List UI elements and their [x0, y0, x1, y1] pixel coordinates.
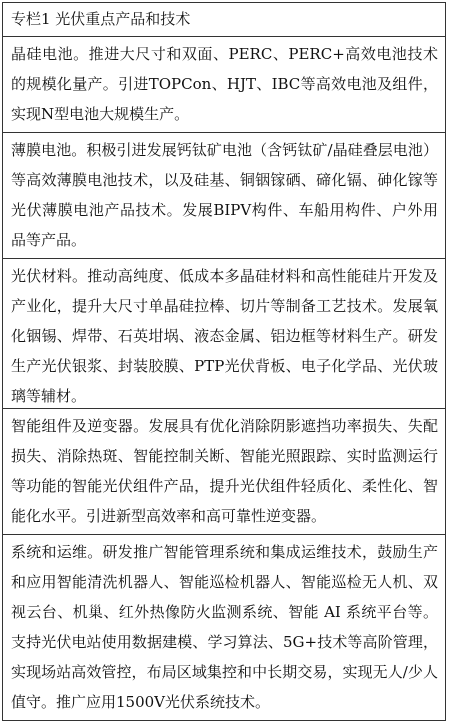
section-text: 光伏材料。推动高纯度、低成本多晶硅材料和高性能硅片开发及产业化，提升大尺寸单晶硅拉棒、切片等制备工艺技术。发展氧化铟锡、焊带、石英坩埚、液态金属、铝边框等材料生产。研发生产光伏银浆、封装胶膜、PTP光伏背板、电子化学品、光伏玻璃等辅材。	[11, 267, 438, 405]
section-text: 晶硅电池。推进大尺寸和双面、PERC、PERC+高效电池技术的规模化量产。引进TOPCon、HJT、IBC等高效电池及组件，实现N型电池大规模生产。	[11, 45, 438, 123]
section-crystalline-cells	[3, 37, 445, 133]
section-text: 智能组件及逆变器。发展具有优化消除阴影遮挡功率损失、失配损失、消除热斑、智能控制关断、智能光照跟踪、实时监测运行等功能的智能光伏组件产品，提升光伏组件轻质化、柔性化、智能化水平。引进新型高效率和高可靠性逆变器。	[11, 417, 438, 525]
feature-box	[2, 2, 446, 721]
section-system-operation	[3, 535, 445, 722]
section-text: 薄膜电池。积极引进发展钙钛矿电池（含钙钛矿/晶硅叠层电池）等高效薄膜电池技术，以及硅基、铜铟镓硒、碲化镉、砷化镓等光伏薄膜电池产品技术。发展BIPV构件、车船用构件、户外用品等产品。	[11, 141, 438, 249]
section-thin-film-cells	[3, 133, 445, 259]
section-text: 系统和运维。研发推广智能管理系统和集成运维技术，鼓励生产和应用智能清洗机器人、智能巡检机器人、智能巡检无人机、双视云台、机巢、红外热像防火监测系统、智能 AI 系统平台等。支持光伏电站使用数据建模、学习算法、5G+技术等高阶管理，实现场站高效管控，布局区域集控和中长期交易，实现无人/少人值守。推广应用1500V光伏系统技术。	[11, 543, 438, 711]
section-pv-materials	[3, 259, 445, 409]
section-smart-modules-inverters	[3, 409, 445, 535]
box-title: 专栏1 光伏重点产品和技术	[3, 3, 445, 37]
